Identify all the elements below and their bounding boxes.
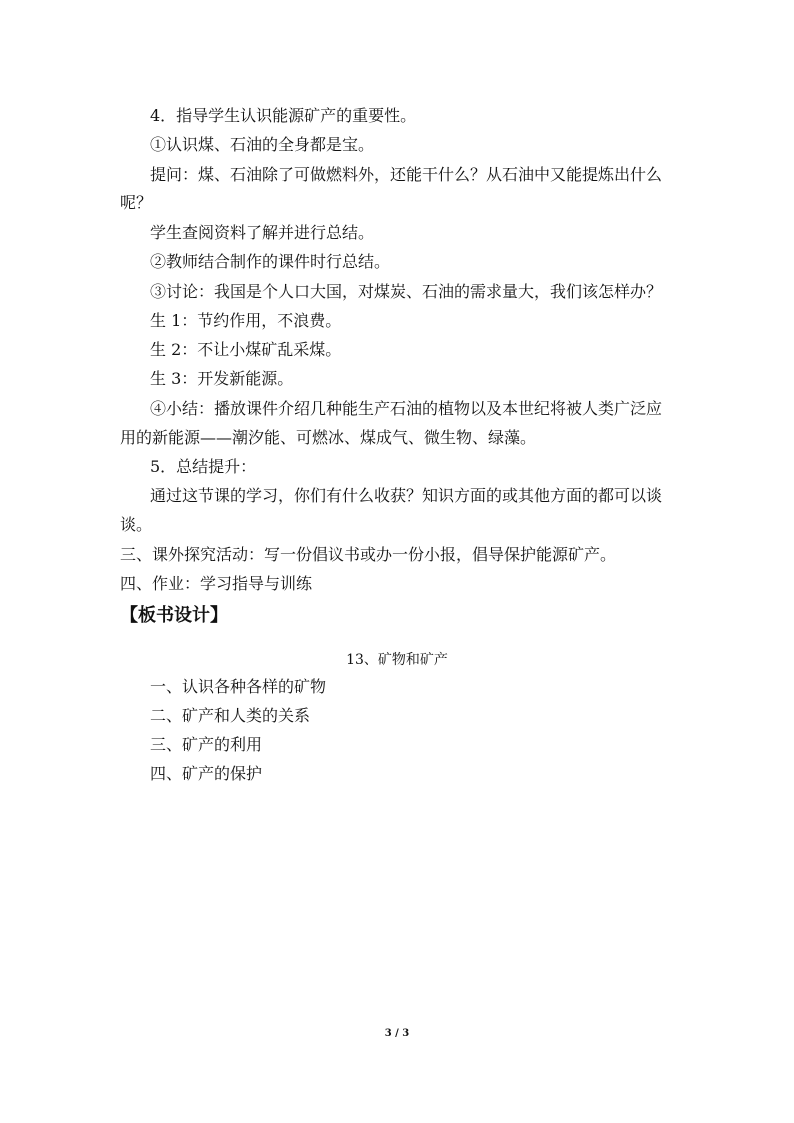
paragraph-student-2: 生 2：不让小煤矿乱采煤。	[150, 340, 342, 359]
paragraph-item-3: ③讨论：我国是个人口大国，对煤炭、石油的需求量大，我们该怎样办？	[150, 282, 663, 301]
board-item: 四、矿产的保护	[150, 764, 263, 783]
paragraph-summary-line2: 用的新能源——潮汐能、可燃冰、煤成气、微生物、绿藻。	[120, 428, 537, 447]
paragraph-question-line2: 呢？	[120, 193, 153, 212]
board-title: 13、矿物和矿产	[346, 652, 448, 668]
board-item: 二、矿产和人类的关系	[150, 706, 311, 725]
paragraph-question-line1: 提问：煤、石油除了可做燃料外，还能干什么？从石油中又能提炼出什么	[150, 165, 663, 184]
board-design-heading: 【板书设计】	[120, 605, 228, 626]
paragraph-reflection-line2: 谈。	[120, 515, 153, 534]
board-item: 一、认识各种各样的矿物	[150, 677, 327, 696]
page-number: 3 / 3	[384, 1028, 410, 1039]
paragraph-item-2: ②教师结合制作的课件时行总结。	[150, 252, 391, 271]
board-item: 三、矿产的利用	[150, 735, 263, 754]
paragraph-student-3: 生 3：开发新能源。	[150, 369, 294, 388]
paragraph-step-5: 5．总结提升：	[150, 457, 257, 476]
paragraph-homework: 四、作业：学习指导与训练	[120, 574, 313, 593]
paragraph-student-1: 生 1：节约作用，不浪费。	[150, 311, 342, 330]
paragraph-reflection-line1: 通过这节课的学习，你们有什么收获？知识方面的或其他方面的都可以谈	[150, 486, 663, 505]
paragraph-students: 学生查阅资料了解并进行总结。	[150, 223, 375, 242]
paragraph-summary-line1: ④小结：播放课件介绍几种能生产石油的植物以及本世纪将被人类广泛应	[150, 399, 663, 418]
paragraph-item-1: ①认识煤、石油的全身都是宝。	[150, 135, 375, 154]
paragraph-activity: 三、课外探究活动：写一份倡议书或办一份小报，倡导保护能源矿产。	[120, 545, 617, 564]
paragraph-step-4: 4．指导学生认识能源矿产的重要性。	[150, 106, 417, 125]
